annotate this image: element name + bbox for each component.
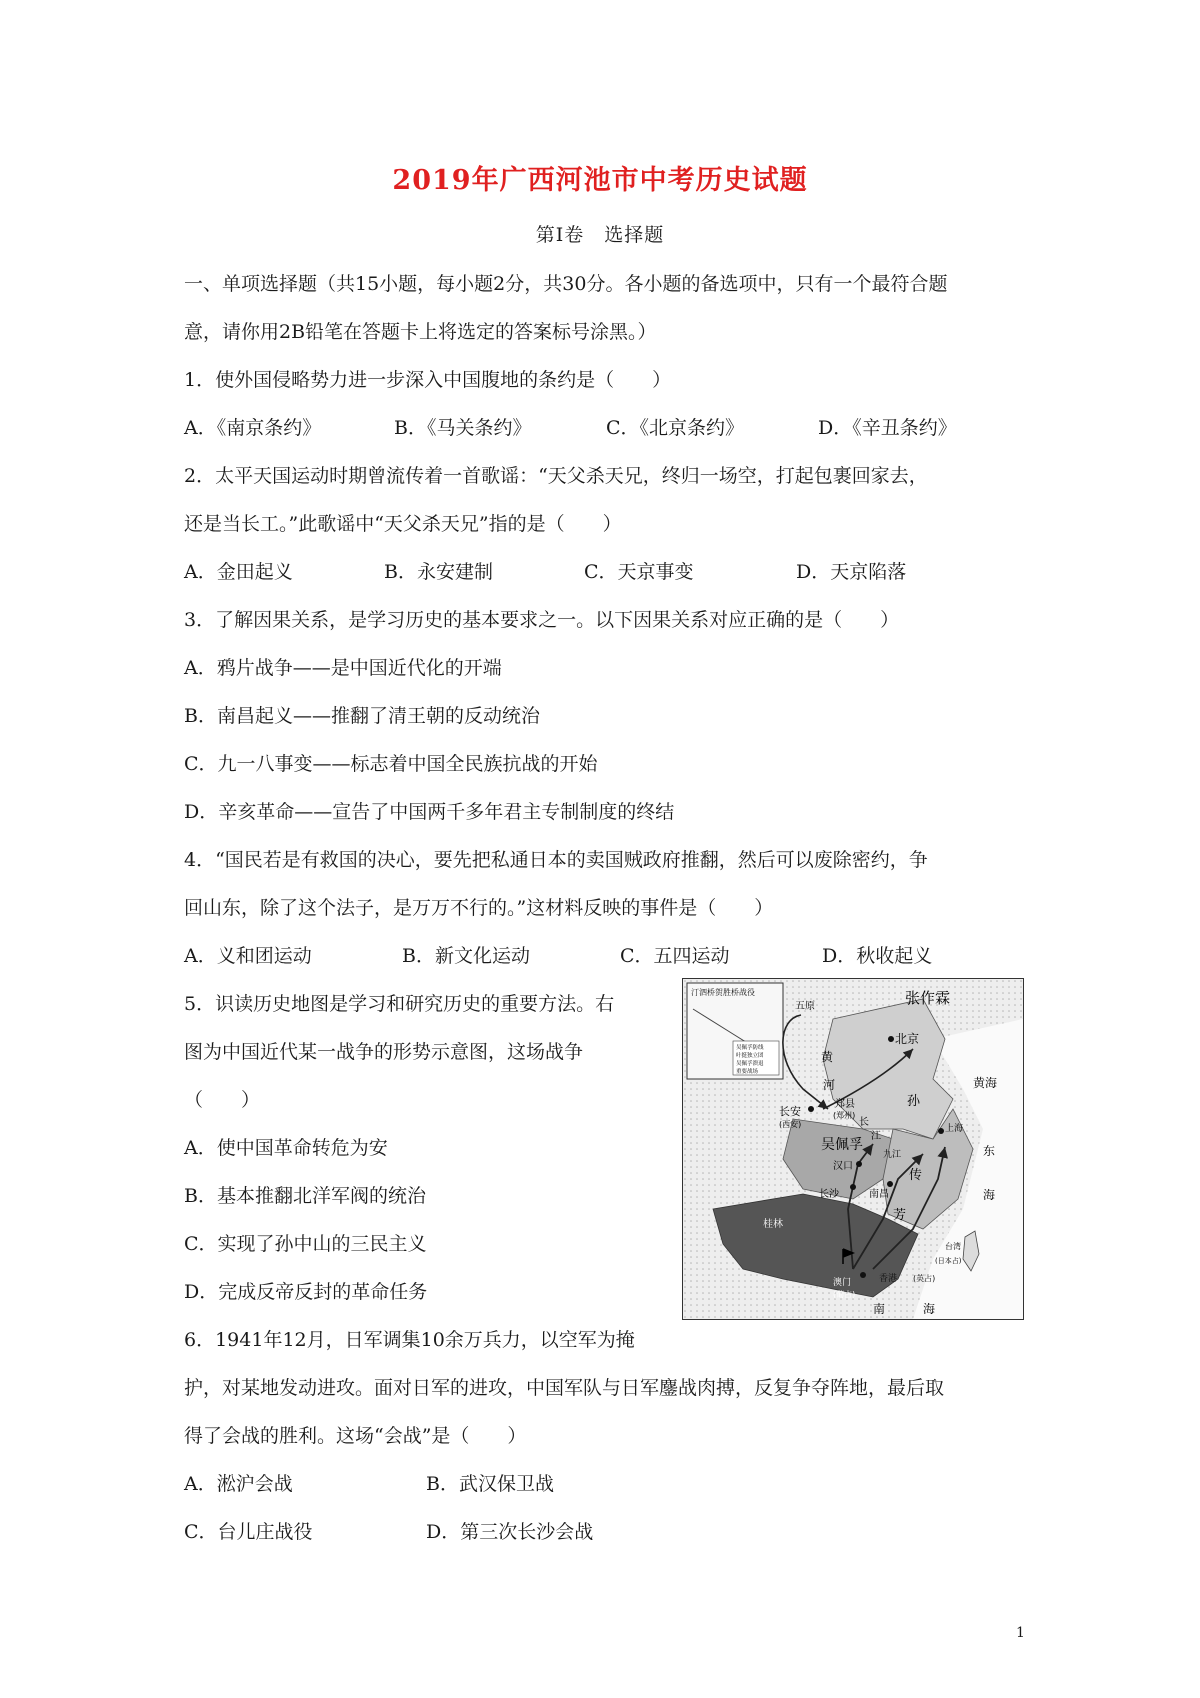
page-number: 1 [1016, 1625, 1025, 1641]
city-dot-hankou [856, 1161, 862, 1167]
label-hankou: 汉口 [833, 1161, 853, 1172]
label-wuyuan: 五原 [795, 1001, 815, 1012]
inset-title: 汀泗桥贺胜桥战役 [691, 988, 755, 997]
legend-item-4: 重要战场 [736, 1069, 759, 1075]
city-dot-changan [808, 1106, 814, 1112]
label-he: 河 [823, 1078, 836, 1092]
city-dot-shanghai [938, 1128, 944, 1134]
question-3-option-a: A．鸦片战争——是中国近代化的开端 [184, 657, 502, 679]
city-dot-guangzhou [860, 1272, 866, 1278]
label-huang: 黄 [821, 1050, 834, 1064]
question-5-stem-line-2: 图为中国近代某一战争的形势示意图，这场战争 [184, 1041, 584, 1063]
label-nanhai-2: 海 [923, 1302, 936, 1316]
question-6-stem-line-1: 6．1941年12月，日军调集10余万兵力，以空军为掩 [184, 1329, 635, 1351]
question-1-option-a: A．《南京条约》 [184, 417, 322, 439]
question-1-option-c: C．《北京条约》 [606, 417, 745, 439]
legend-item-2: 叶挺独立团 [736, 1053, 764, 1059]
question-3-option-c: C．九一八事变——标志着中国全民族抗战的开始 [184, 753, 598, 775]
label-guilin: 桂林 [763, 1219, 783, 1230]
question-3-option-b: B．南昌起义——推翻了清王朝的反动统治 [184, 705, 540, 727]
label-puzhan: (葡占) [833, 1290, 856, 1299]
label-jiang: 江 [871, 1131, 881, 1142]
question-4-option-d: D．秋收起义 [822, 945, 933, 967]
question-5-option-d: D．完成反帝反封的革命任务 [184, 1281, 428, 1303]
label-xian: (西安) [779, 1120, 802, 1129]
label-shanghai: 上海 [945, 1124, 964, 1134]
label-zhang-zuolin: 张作霖 [905, 989, 951, 1007]
label-changsha: 长沙 [819, 1189, 839, 1200]
label-donghai-2: 海 [983, 1188, 996, 1202]
label-nanhai-1: 南 [873, 1302, 886, 1316]
question-4-stem-line-1: 4．“国民若是有救国的决心，要先把私通日本的卖国贼政府推翻，然后可以废除密约，争 [184, 849, 928, 871]
question-2-option-a: A．金田起义 [184, 561, 293, 583]
label-xianggang: 香港 [879, 1274, 898, 1284]
label-nanchang: 南昌 [869, 1189, 889, 1200]
question-4-option-a: A．义和团运动 [184, 945, 312, 967]
city-dot-changsha [850, 1184, 856, 1190]
city-dot-nanchang [887, 1181, 893, 1187]
question-4-option-b: B．新文化运动 [402, 945, 530, 967]
label-chang: 长 [859, 1117, 869, 1128]
question-6-option-b: B．武汉保卫战 [426, 1473, 554, 1495]
question-6-option-c: C．台儿庄战役 [184, 1521, 313, 1543]
question-3-option-d: D．辛亥革命——宣告了中国两千多年君主专制制度的终结 [184, 801, 675, 823]
question-1-stem: 1．使外国侵略势力进一步深入中国腹地的条约是（ ） [184, 369, 672, 391]
label-fang: 芳 [893, 1208, 907, 1223]
label-aomen: 澳门 [833, 1278, 852, 1288]
label-chuan: 传 [909, 1168, 923, 1183]
question-2-option-d: D．天京陷落 [796, 561, 907, 583]
question-5-stem-line-3: （ ） [184, 1089, 261, 1111]
question-5-option-b: B．基本推翻北洋军阀的统治 [184, 1185, 426, 1207]
section-intro-line-2: 意，请你用2B铅笔在答题卡上将选定的答案标号涂黑。） [184, 321, 657, 343]
label-yingzhan: (英占) [913, 1274, 936, 1283]
question-1-option-b: B．《马关条约》 [394, 417, 532, 439]
label-huanghai: 黄海 [973, 1076, 998, 1090]
section-subtitle: 第Ⅰ卷 选择题 [535, 224, 665, 246]
question-6-stem-line-3: 得了会战的胜利。这场“会战”是（ ） [184, 1425, 527, 1447]
question-2-option-c: C．天京事变 [584, 561, 694, 583]
legend-item-3: 吴佩孚溃退 [736, 1061, 764, 1067]
label-jiujiang: 九江 [883, 1150, 902, 1160]
question-5-option-a: A．使中国革命转危为安 [184, 1137, 388, 1159]
label-sun: 孙 [907, 1094, 921, 1109]
label-beijing: 北京 [895, 1032, 920, 1046]
city-dot-beijing [888, 1036, 894, 1042]
label-zhengxian: 郑县 [835, 1099, 855, 1110]
question-3-stem: 3．了解因果关系，是学习历史的基本要求之一。以下因果关系对应正确的是（ ） [184, 609, 900, 631]
question-6-option-d: D．第三次长沙会战 [426, 1521, 594, 1543]
label-donghai-1: 东 [983, 1144, 996, 1158]
label-ribenzhan: (日本占) [935, 1257, 962, 1265]
question-6-option-a: A．淞沪会战 [184, 1473, 293, 1495]
question-1-option-d: D．《辛丑条约》 [818, 417, 957, 439]
question-2-option-b: B．永安建制 [384, 561, 493, 583]
question-6-stem-line-2: 护，对某地发动进攻。面对日军的进攻，中国军队与日军鏖战肉搏，反复争夺阵地，最后取 [184, 1377, 945, 1399]
northern-expedition-map [682, 978, 1024, 1320]
label-taiwan: 台湾 [945, 1242, 961, 1251]
legend-item-1: 吴佩孚防线 [736, 1045, 764, 1051]
question-5-option-c: C．实现了孙中山的三民主义 [184, 1233, 427, 1255]
label-changan: 长安 [779, 1105, 801, 1118]
question-2-stem-line-1: 2．太平天国运动时期曾流传着一首歌谣：“天父杀天兄，终归一场空，打起包裹回家去， [184, 465, 928, 487]
question-5-stem-line-1: 5．识读历史地图是学习和研究历史的重要方法。右 [184, 993, 615, 1015]
question-4-stem-line-2: 回山东，除了这个法子，是万万不行的。”这材料反映的事件是（ ） [184, 897, 774, 919]
label-wu-peifu: 吴佩孚 [821, 1137, 863, 1153]
exam-title: 2019年广西河池市中考历史试题 [392, 165, 808, 196]
question-2-stem-line-2: 还是当长工。”此歌谣中“天父杀天兄”指的是（ ） [184, 513, 622, 535]
question-4-option-c: C．五四运动 [620, 945, 730, 967]
label-zhengzhou: (郑州) [833, 1111, 856, 1120]
section-intro-line-1: 一、单项选择题（共15小题，每小题2分，共30分。各小题的备选项中，只有一个最符合题 [184, 273, 948, 295]
